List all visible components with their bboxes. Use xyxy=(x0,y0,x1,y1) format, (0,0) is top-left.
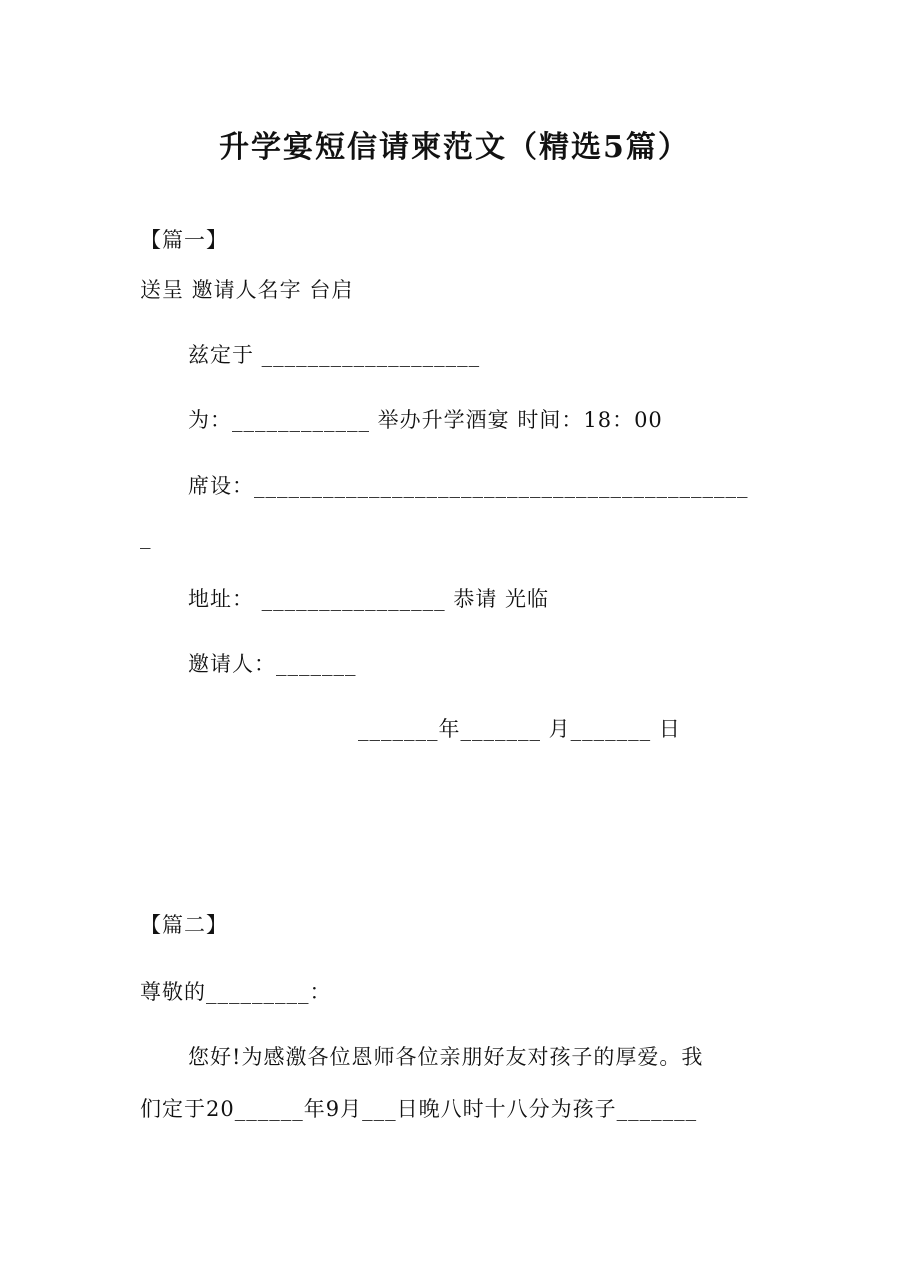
body-line-1: 您好!为感激各位恩师各位亲朋好友对孩子的厚爱。我 xyxy=(188,1045,704,1069)
salutation-line: 尊敬的_________： xyxy=(140,980,332,1004)
section-heading-2: 【篇二】 xyxy=(140,913,228,937)
date-line: 兹定于 ___________________ xyxy=(188,343,481,367)
purpose-line: 为：____________ 举办升学酒宴 时间：18：00 xyxy=(188,408,663,432)
sign-date-line: _______年_______ 月_______ 日 xyxy=(358,717,681,741)
document-title: 升学宴短信请柬范文（精选5篇） xyxy=(219,130,690,165)
inviter-line: 邀请人：_______ xyxy=(188,652,357,676)
venue-line: 席设：___________________________________________ xyxy=(188,474,749,498)
venue-overflow: _ xyxy=(140,525,152,549)
body-line-2: 们定于20______年9月___日晚八时十八分为孩子_______ xyxy=(140,1097,698,1121)
address-line: 地址： ________________ 恭请 光临 xyxy=(188,587,550,611)
section-heading-1: 【篇一】 xyxy=(140,228,228,252)
addressee-line: 送呈 邀请人名字 台启 xyxy=(140,278,354,302)
